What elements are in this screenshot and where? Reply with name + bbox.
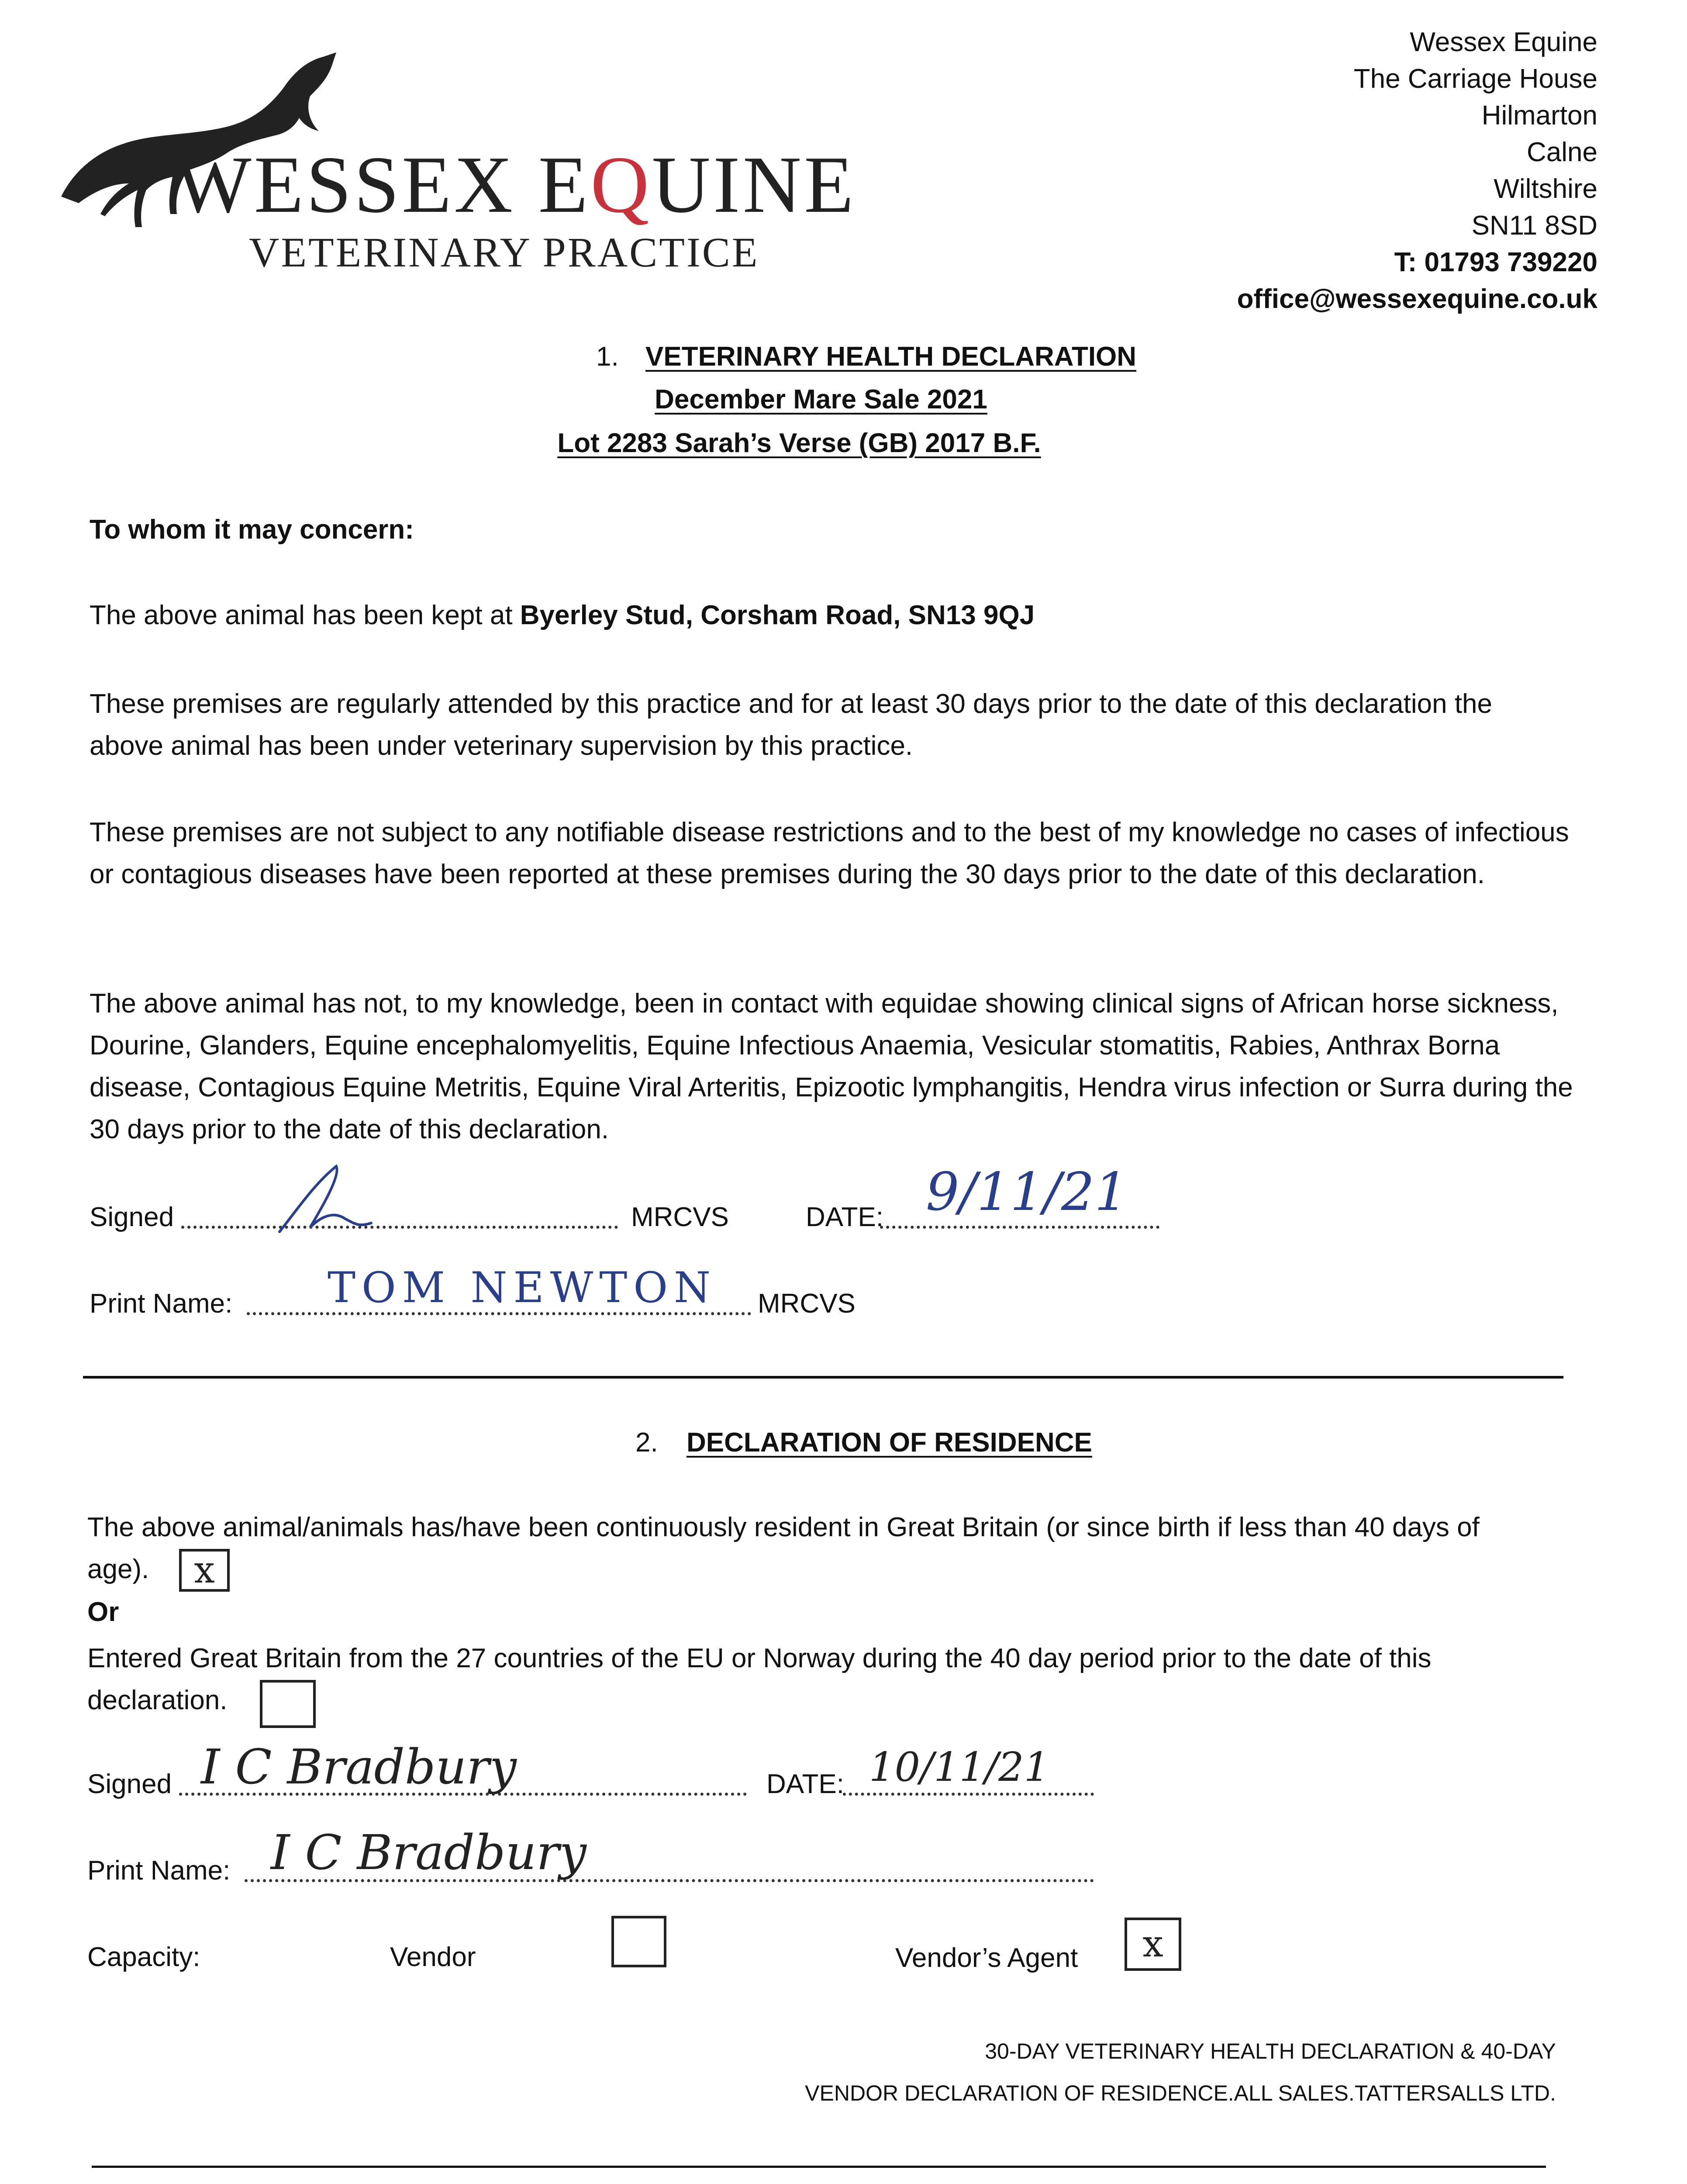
vet-print-name-value: TOM NEWTON (328, 1263, 717, 1312)
salutation: To whom it may concern: (90, 515, 414, 545)
vet-signature-icon (271, 1158, 393, 1241)
vendor-checkbox[interactable] (611, 1916, 666, 1967)
brand-name-part-2: UINE (652, 140, 856, 230)
restrictions-paragraph: These premises are not subject to any notifiable disease restrictions and to the best of my knowledge no cases of infectious or contagious diseases have been reported at these premises during the 30 days prior to the date of this declaration. (90, 817, 1569, 889)
practice-email: office@wessexequine.co.uk (1237, 284, 1597, 314)
entered-checkbox[interactable] (260, 1680, 316, 1728)
or-label: Or (87, 1597, 119, 1627)
address-line: The Carriage House (1353, 64, 1597, 94)
date-label: DATE: (806, 1202, 883, 1232)
footer-line: 30-DAY VETERINARY HEALTH DECLARATION & 40-DAY (985, 2039, 1556, 2063)
mrcvs-label: MRCVS (631, 1202, 729, 1232)
contact-paragraph: The above animal has not, to my knowledge, been in contact with equidae showing clinical signs of African horse sickness, Dourine, Glanders, Equine encephalomyelitis, Equine Infectious Anaemia, Vesicular stomatitis, Rabies, Anthrax Borna disease, Contagious Equine Metritis, Equine Viral Arteritis, Epizootic lymphangitis, Hendra virus infection or Surra during the 30 days prior to the date of this declaration. (90, 988, 1573, 1144)
section-divider (83, 1376, 1563, 1379)
practice-logo (48, 39, 856, 284)
entered-text-line2: declaration. (87, 1685, 228, 1715)
vendor-signature-value: I C Bradbury (201, 1739, 517, 1795)
vendor-print-name-value: I C Bradbury (271, 1825, 586, 1880)
date-line (843, 1793, 1094, 1796)
kept-prefix: The above animal has been kept at (90, 600, 520, 630)
kept-statement (90, 602, 1035, 629)
lot-title: Lot 2283 Sarah’s Verse (GB) 2017 B.F. (557, 428, 1041, 458)
practice-address (1237, 24, 1597, 318)
resident-checkbox[interactable] (179, 1549, 230, 1592)
form-footer (805, 2030, 1556, 2114)
signature-line (181, 1226, 618, 1229)
section1-heading: VETERINARY HEALTH DECLARATION (645, 342, 1137, 372)
kept-location: Byerley Stud, Corsham Road, SN13 9QJ (520, 600, 1035, 630)
section2-heading: DECLARATION OF RESIDENCE (687, 1427, 1092, 1458)
date-line (880, 1226, 1159, 1229)
address-line: Wiltshire (1494, 174, 1597, 204)
date-label: DATE: (766, 1769, 844, 1799)
signed-label: Signed (87, 1769, 172, 1799)
resident-check-mark: x (194, 1548, 215, 1591)
vendor-agent-check-mark: x (1142, 1922, 1163, 1965)
supervision-paragraph: These premises are regularly attended by this practice and for at least 30 days prior to the date of this declaration the above animal has been under veterinary supervision by this practice. (90, 689, 1493, 761)
address-line: Wessex Equine (1410, 27, 1597, 57)
address-line: Calne (1527, 137, 1597, 167)
vendor-date-value: 10/11/21 (869, 1744, 1050, 1790)
address-line: SN11 8SD (1471, 211, 1597, 241)
vet-date-value: 9/11/21 (926, 1162, 1128, 1223)
print-name-label: Print Name: (90, 1289, 233, 1319)
resident-text-line2: age). (87, 1554, 149, 1584)
print-name-line (247, 1312, 751, 1315)
brand-name-q: Q (590, 140, 652, 230)
vendor-agent-label: Vendor’s Agent (895, 1943, 1078, 1973)
signed-label: Signed (90, 1202, 174, 1232)
address-line: Hilmarton (1481, 100, 1597, 131)
entered-text-line1: Entered Great Britain from the 27 countries of the EU or Norway during the 40 day period prior to the date of this (87, 1643, 1432, 1673)
sale-title: December Mare Sale 2021 (655, 384, 987, 415)
practice-phone: T: 01793 739220 (1394, 247, 1597, 277)
vendor-agent-checkbox[interactable] (1125, 1918, 1181, 1971)
brand-subtitle: VETERINARY PRACTICE (249, 229, 759, 276)
vendor-label: Vendor (390, 1942, 476, 1972)
section2-number: 2. (635, 1427, 658, 1458)
brand-name (175, 140, 856, 230)
brand-name-part-1: WESSEX E (175, 140, 591, 230)
section1-number: 1. (596, 342, 619, 372)
resident-text-line1: The above animal/animals has/have been continuously resident in Great Britain (or since birth if less than 40 days of (87, 1512, 1480, 1542)
mrcvs-label: MRCVS (758, 1289, 856, 1319)
footer-divider (92, 2166, 1546, 2168)
capacity-label: Capacity: (87, 1942, 200, 1972)
print-name-label: Print Name: (87, 1856, 231, 1886)
footer-line: VENDOR DECLARATION OF RESIDENCE.ALL SALES.TATTERSALLS LTD. (805, 2081, 1556, 2105)
